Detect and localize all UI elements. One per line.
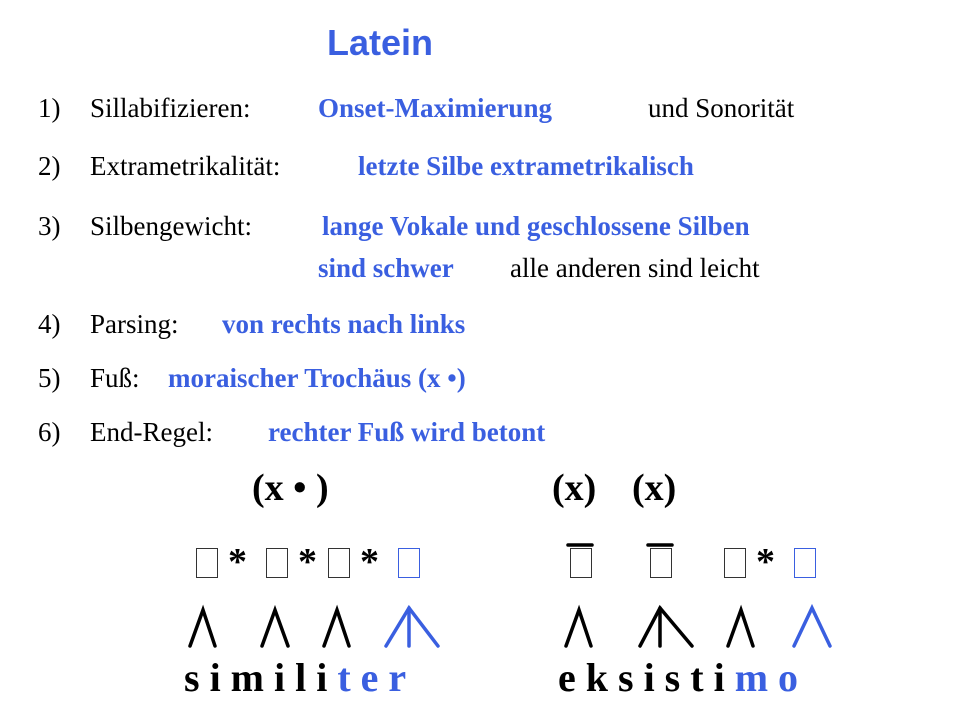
segments-black: s i m i l i bbox=[184, 655, 328, 700]
word-eksistimo bbox=[558, 654, 798, 701]
rule-rest: alle anderen sind leicht bbox=[510, 253, 760, 283]
foot-right-1: (x) bbox=[552, 467, 597, 509]
segments-extrametrical: t e r bbox=[337, 655, 407, 700]
rule-number: 4) bbox=[38, 309, 61, 339]
star-mark: * bbox=[756, 541, 775, 583]
word-similiter bbox=[184, 654, 406, 701]
extrametrical-branch bbox=[386, 608, 438, 646]
rule-label: Sillabifizieren: bbox=[90, 93, 251, 123]
rule-value: rechter Fuß wird betont bbox=[268, 417, 546, 447]
rule-label: End-Regel: bbox=[90, 417, 213, 447]
segments-extrametrical: m o bbox=[734, 655, 799, 700]
rule-number: 5) bbox=[38, 363, 61, 393]
branch-line bbox=[728, 610, 753, 646]
rule-value-line2: sind schwer bbox=[318, 253, 454, 283]
rule-number: 3) bbox=[38, 211, 61, 241]
rule-value: Onset-Maximierung bbox=[318, 93, 552, 123]
rule-rest: und Sonorität bbox=[648, 93, 795, 123]
rule-value: letzte Silbe extrametrikalisch bbox=[358, 151, 694, 181]
slide-title: Latein bbox=[326, 22, 433, 63]
rule-number: 1) bbox=[38, 93, 61, 123]
rule-number: 2) bbox=[38, 151, 61, 181]
star-mark: * bbox=[360, 541, 379, 583]
rule-label: Parsing: bbox=[90, 309, 179, 339]
rule-number: 6) bbox=[38, 417, 61, 447]
extrametrical-branch bbox=[794, 608, 830, 646]
rule-value: moraischer Trochäus (x •) bbox=[168, 363, 466, 393]
rule-label: Fuß: bbox=[90, 363, 140, 393]
star-mark: * bbox=[298, 541, 317, 583]
rule-label: Extrametrikalität: bbox=[90, 151, 281, 181]
star-mark: * bbox=[228, 541, 247, 583]
branch-line bbox=[190, 610, 215, 646]
branch-line bbox=[640, 608, 692, 646]
segments-black: e k s i s t i bbox=[558, 655, 725, 700]
foot-trochee-left: (x • ) bbox=[252, 467, 329, 509]
branch-line bbox=[566, 610, 591, 646]
rule-value: von rechts nach links bbox=[222, 309, 466, 339]
branch-line bbox=[262, 610, 288, 646]
rule-value: lange Vokale und geschlossene Silben bbox=[322, 211, 750, 241]
branch-line bbox=[324, 610, 349, 646]
rule-label: Silbengewicht: bbox=[90, 211, 252, 241]
foot-right-2: (x) bbox=[632, 467, 677, 509]
